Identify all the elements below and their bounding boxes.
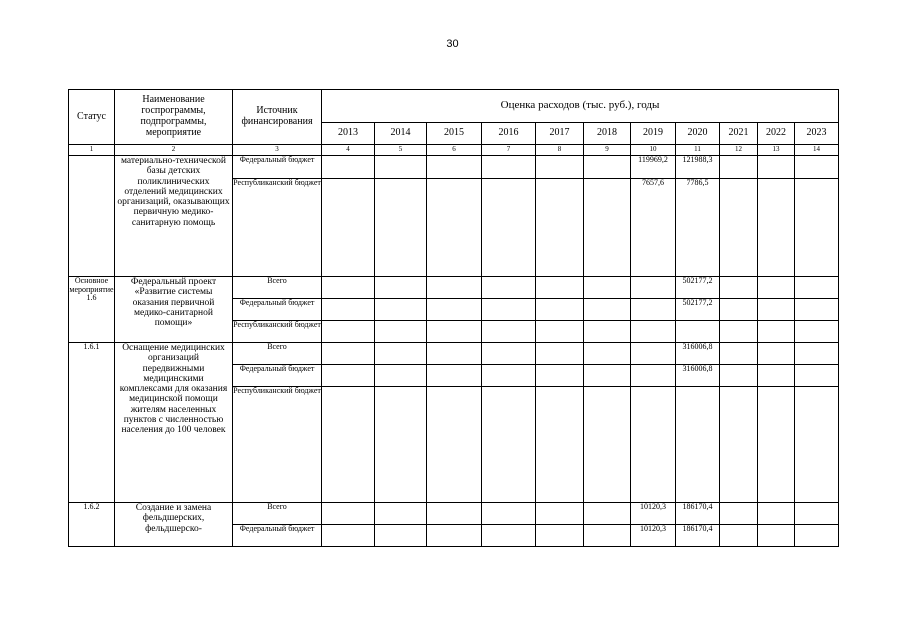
table-row [69,503,839,525]
amount-cell [720,503,758,525]
funding-source-cell: Всего [233,343,322,365]
amount-cell: 121988,3 [676,156,720,179]
amount-cell: 10120,3 [631,525,676,547]
year-header: 2017 [536,123,584,145]
amount-cell [676,387,720,503]
amount-cell [676,321,720,343]
amount-cell [584,343,631,365]
amount-cell [720,277,758,299]
expenses-table [68,89,839,547]
year-header: 2014 [375,123,427,145]
amount-cell [584,299,631,321]
amount-cell [631,321,676,343]
amount-cell [584,503,631,525]
funding-source-cell: Всего [233,277,322,299]
amount-cell [536,277,584,299]
header-source: Источник финансирования [233,90,322,145]
status-cell [69,156,115,277]
amount-cell [584,156,631,179]
amount-cell [536,179,584,277]
funding-source-cell: Республиканский бюджет [233,179,322,277]
year-header: 2018 [584,123,631,145]
year-header: 2023 [795,123,839,145]
amount-cell [720,299,758,321]
funding-source-cell: Федеральный бюджет [233,156,322,179]
amount-cell [536,503,584,525]
amount-cell [720,321,758,343]
amount-cell [322,343,375,365]
amount-cell [375,299,427,321]
measure-name-cell: материально-технической базы детских поликлинических отделений медицинских организаций, оказывающих первичную медико-санитарную помощь [115,156,233,277]
measure-name-cell: Создание и замена фельдшерских, фельдшерско- [115,503,233,547]
column-number: 2 [115,145,233,156]
amount-cell [536,525,584,547]
amount-cell [758,321,795,343]
amount-cell [631,343,676,365]
column-number: 11 [676,145,720,156]
amount-cell [375,277,427,299]
year-header: 2016 [482,123,536,145]
year-header: 2013 [322,123,375,145]
amount-cell [758,503,795,525]
amount-cell [322,299,375,321]
amount-cell [720,156,758,179]
status-cell: Основное мероприятие 1.6 [69,277,115,343]
amount-cell [322,321,375,343]
amount-cell: 186170,4 [676,503,720,525]
column-number: 4 [322,145,375,156]
amount-cell [375,321,427,343]
amount-cell [427,365,482,387]
amount-cell [631,277,676,299]
amount-cell [375,525,427,547]
column-number: 10 [631,145,676,156]
amount-cell [482,156,536,179]
amount-cell [375,365,427,387]
year-header: 2020 [676,123,720,145]
amount-cell [427,156,482,179]
amount-cell [720,525,758,547]
table-row [69,277,839,299]
amount-cell [322,525,375,547]
amount-cell [795,503,839,525]
amount-cell [427,387,482,503]
amount-cell: 10120,3 [631,503,676,525]
amount-cell [795,343,839,365]
amount-cell [758,343,795,365]
page-number: 30 [446,38,459,50]
year-header: 2019 [631,123,676,145]
amount-cell [482,321,536,343]
amount-cell [322,179,375,277]
amount-cell [795,179,839,277]
amount-cell [427,299,482,321]
amount-cell: 7786,5 [676,179,720,277]
table-row [69,156,839,179]
column-number: 6 [427,145,482,156]
amount-cell [536,365,584,387]
amount-cell [584,321,631,343]
amount-cell [758,365,795,387]
funding-source-cell: Федеральный бюджет [233,365,322,387]
column-number: 8 [536,145,584,156]
status-cell: 1.6.2 [69,503,115,547]
measure-name-cell: Оснащение медицинских организаций передвижными медицинскими комплексами для оказания медицинской помощи жителям населенных пунктов с численностью населения до 100 человек [115,343,233,503]
amount-cell [427,503,482,525]
amount-cell: 186170,4 [676,525,720,547]
amount-cell [536,321,584,343]
year-header: 2015 [427,123,482,145]
amount-cell [758,156,795,179]
amount-cell [795,277,839,299]
year-header: 2021 [720,123,758,145]
amount-cell [720,387,758,503]
amount-cell [322,387,375,503]
amount-cell [536,156,584,179]
amount-cell [795,156,839,179]
amount-cell [758,277,795,299]
status-cell: 1.6.1 [69,343,115,503]
column-number: 12 [720,145,758,156]
amount-cell [758,387,795,503]
amount-cell [482,387,536,503]
amount-cell [795,365,839,387]
column-number: 1 [69,145,115,156]
amount-cell [795,299,839,321]
column-number: 13 [758,145,795,156]
amount-cell: 502177,2 [676,277,720,299]
amount-cell [758,525,795,547]
amount-cell: 7657,6 [631,179,676,277]
amount-cell: 119969,2 [631,156,676,179]
funding-source-cell: Всего [233,503,322,525]
header-status: Статус [69,90,115,145]
amount-cell [720,365,758,387]
amount-cell [536,299,584,321]
amount-cell [427,343,482,365]
amount-cell [631,387,676,503]
amount-cell [482,343,536,365]
amount-cell [720,343,758,365]
amount-cell [375,387,427,503]
header-name: Наименование госпрограммы, подпрограммы, мероприятие [115,90,233,145]
amount-cell [758,299,795,321]
column-number: 5 [375,145,427,156]
funding-source-cell: Республиканский бюджет [233,387,322,503]
measure-name-cell: Федеральный проект «Развитие системы оказания первичной медико-санитарной помощи» [115,277,233,343]
amount-cell [536,387,584,503]
column-number: 7 [482,145,536,156]
table-row [69,343,839,365]
amount-cell [482,365,536,387]
amount-cell [584,179,631,277]
amount-cell [584,387,631,503]
amount-cell [322,277,375,299]
amount-cell [482,277,536,299]
amount-cell [427,321,482,343]
amount-cell [631,299,676,321]
amount-cell [720,179,758,277]
amount-cell [322,503,375,525]
amount-cell [375,503,427,525]
amount-cell [584,525,631,547]
column-number: 3 [233,145,322,156]
amount-cell [482,299,536,321]
amount-cell [584,277,631,299]
column-number: 9 [584,145,631,156]
header-expenses: Оценка расходов (тыс. руб.), годы [322,90,839,123]
amount-cell [795,321,839,343]
amount-cell [375,343,427,365]
amount-cell [427,277,482,299]
funding-source-cell: Федеральный бюджет [233,299,322,321]
amount-cell [322,156,375,179]
column-number: 14 [795,145,839,156]
amount-cell [482,525,536,547]
amount-cell [795,525,839,547]
amount-cell [427,525,482,547]
amount-cell [482,179,536,277]
amount-cell [795,387,839,503]
amount-cell [536,343,584,365]
amount-cell [758,179,795,277]
amount-cell [427,179,482,277]
amount-cell: 316006,8 [676,365,720,387]
amount-cell [584,365,631,387]
amount-cell [375,156,427,179]
amount-cell: 316006,8 [676,343,720,365]
amount-cell [482,503,536,525]
funding-source-cell: Республиканский бюджет [233,321,322,343]
amount-cell: 502177,2 [676,299,720,321]
year-header: 2022 [758,123,795,145]
amount-cell [322,365,375,387]
amount-cell [631,365,676,387]
amount-cell [375,179,427,277]
funding-source-cell: Федеральный бюджет [233,525,322,547]
